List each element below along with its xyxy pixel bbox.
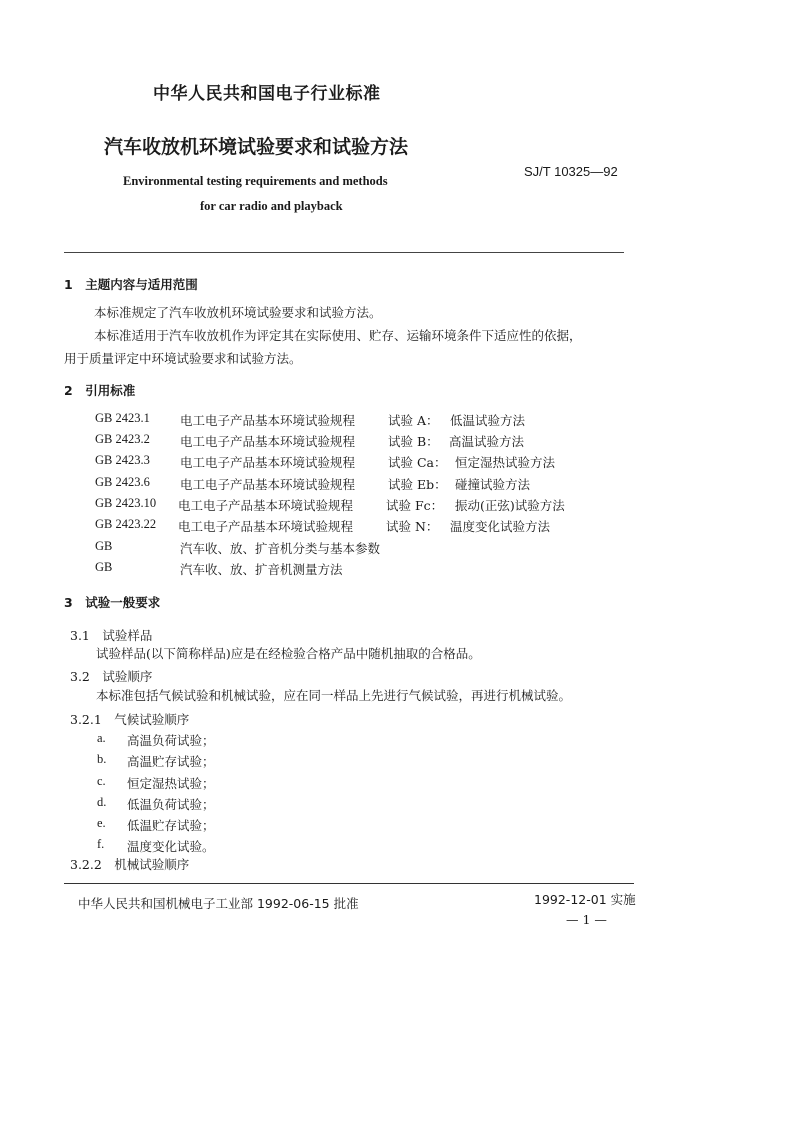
reference-test-id: 试验 Eb： bbox=[388, 477, 447, 492]
reference-test-id: 试验 Ca： bbox=[388, 455, 447, 470]
list-item-text: 温度变化试验。 bbox=[127, 839, 215, 854]
reference-title: 汽车收、放、扩音机测量方法 bbox=[180, 562, 343, 577]
list-item-text: 恒定湿热试验； bbox=[127, 776, 215, 791]
list-item-marker: a. bbox=[97, 731, 106, 745]
section-1-paragraph-1: 本标准规定了汽车收放机环境试验要求和试验方法。 bbox=[94, 305, 382, 320]
list-item-text: 高温负荷试验； bbox=[127, 733, 215, 748]
reference-test-id: 试验 N： bbox=[386, 519, 439, 534]
section-3-1-heading: 3.1 试验样品 bbox=[70, 628, 153, 643]
section-3-heading: 3 试验一般要求 bbox=[64, 595, 161, 610]
list-item-text: 高温贮存试验； bbox=[127, 754, 215, 769]
reference-title: 电工电子产品基本环境试验规程 bbox=[180, 413, 356, 428]
list-item-text: 低温贮存试验； bbox=[127, 818, 215, 833]
document-title-english-line1: Environmental testing requirements and methods bbox=[123, 174, 388, 188]
document-title-english-line2: for car radio and playback bbox=[200, 199, 343, 213]
list-item-marker: c. bbox=[97, 774, 106, 788]
section-3-2-text: 本标准包括气候试验和机械试验，应在同一样品上先进行气候试验，再进行机械试验。 bbox=[96, 688, 572, 703]
document-title-chinese: 汽车收放机环境试验要求和试验方法 bbox=[104, 136, 409, 158]
approval-line: 中华人民共和国机械电子工业部 1992-06-15 批准 bbox=[78, 896, 359, 911]
list-item-marker: b. bbox=[97, 752, 107, 766]
reference-test-id: 试验 Fc： bbox=[386, 498, 444, 513]
reference-code: GB 2423.3 bbox=[95, 453, 150, 467]
reference-test-name: 振动(正弦)试验方法 bbox=[455, 498, 565, 513]
reference-test-name: 温度变化试验方法 bbox=[450, 519, 551, 534]
reference-code: GB 2423.1 bbox=[95, 411, 150, 425]
reference-test-id: 试验 A： bbox=[388, 413, 439, 428]
implementation-date: 1992-12-01 实施 bbox=[534, 892, 636, 907]
reference-title: 电工电子产品基本环境试验规程 bbox=[178, 519, 354, 534]
reference-test-name: 恒定湿热试验方法 bbox=[455, 455, 556, 470]
reference-code: GB bbox=[95, 539, 113, 553]
reference-title: 电工电子产品基本环境试验规程 bbox=[180, 477, 356, 492]
section-3-2-heading: 3.2 试验顺序 bbox=[70, 669, 153, 684]
issuing-organization: 中华人民共和国电子行业标准 bbox=[153, 84, 381, 104]
reference-test-name: 低温试验方法 bbox=[450, 413, 526, 428]
section-1-heading: 1 主题内容与适用范围 bbox=[64, 277, 198, 292]
standard-number: SJ/T 10325—92 bbox=[524, 164, 618, 179]
reference-code: GB 2423.6 bbox=[95, 475, 150, 489]
header-divider bbox=[64, 252, 624, 253]
reference-test-name: 碰撞试验方法 bbox=[455, 477, 531, 492]
reference-code: GB 2423.22 bbox=[95, 517, 157, 531]
reference-title: 电工电子产品基本环境试验规程 bbox=[180, 455, 356, 470]
page-number: — 1 — bbox=[566, 912, 607, 927]
reference-title: 汽车收、放、扩音机分类与基本参数 bbox=[180, 541, 381, 556]
section-1-paragraph-2-line-2: 用于质量评定中环境试验要求和试验方法。 bbox=[64, 351, 302, 366]
list-item-text: 低温负荷试验； bbox=[127, 797, 215, 812]
section-3-2-1-heading: 3.2.1 气候试验顺序 bbox=[70, 712, 190, 727]
list-item-marker: d. bbox=[97, 795, 107, 809]
reference-title: 电工电子产品基本环境试验规程 bbox=[180, 434, 356, 449]
reference-test-name: 高温试验方法 bbox=[449, 434, 525, 449]
section-3-2-2-heading: 3.2.2 机械试验顺序 bbox=[70, 857, 190, 872]
section-2-heading: 2 引用标准 bbox=[64, 383, 136, 398]
reference-title: 电工电子产品基本环境试验规程 bbox=[178, 498, 354, 513]
footer-divider bbox=[64, 883, 634, 884]
section-3-1-text: 试验样品(以下简称样品)应是在经检验合格产品中随机抽取的合格品。 bbox=[96, 646, 481, 661]
section-1-paragraph-2-line-1: 本标准适用于汽车收放机作为评定其在实际使用、贮存、运输环境条件下适应性的依据， bbox=[94, 328, 582, 343]
list-item-marker: e. bbox=[97, 816, 106, 830]
list-item-marker: f. bbox=[97, 837, 105, 851]
reference-test-id: 试验 B： bbox=[388, 434, 439, 449]
reference-code: GB 2423.2 bbox=[95, 432, 150, 446]
reference-code: GB 2423.10 bbox=[95, 496, 157, 510]
reference-code: GB bbox=[95, 560, 113, 574]
